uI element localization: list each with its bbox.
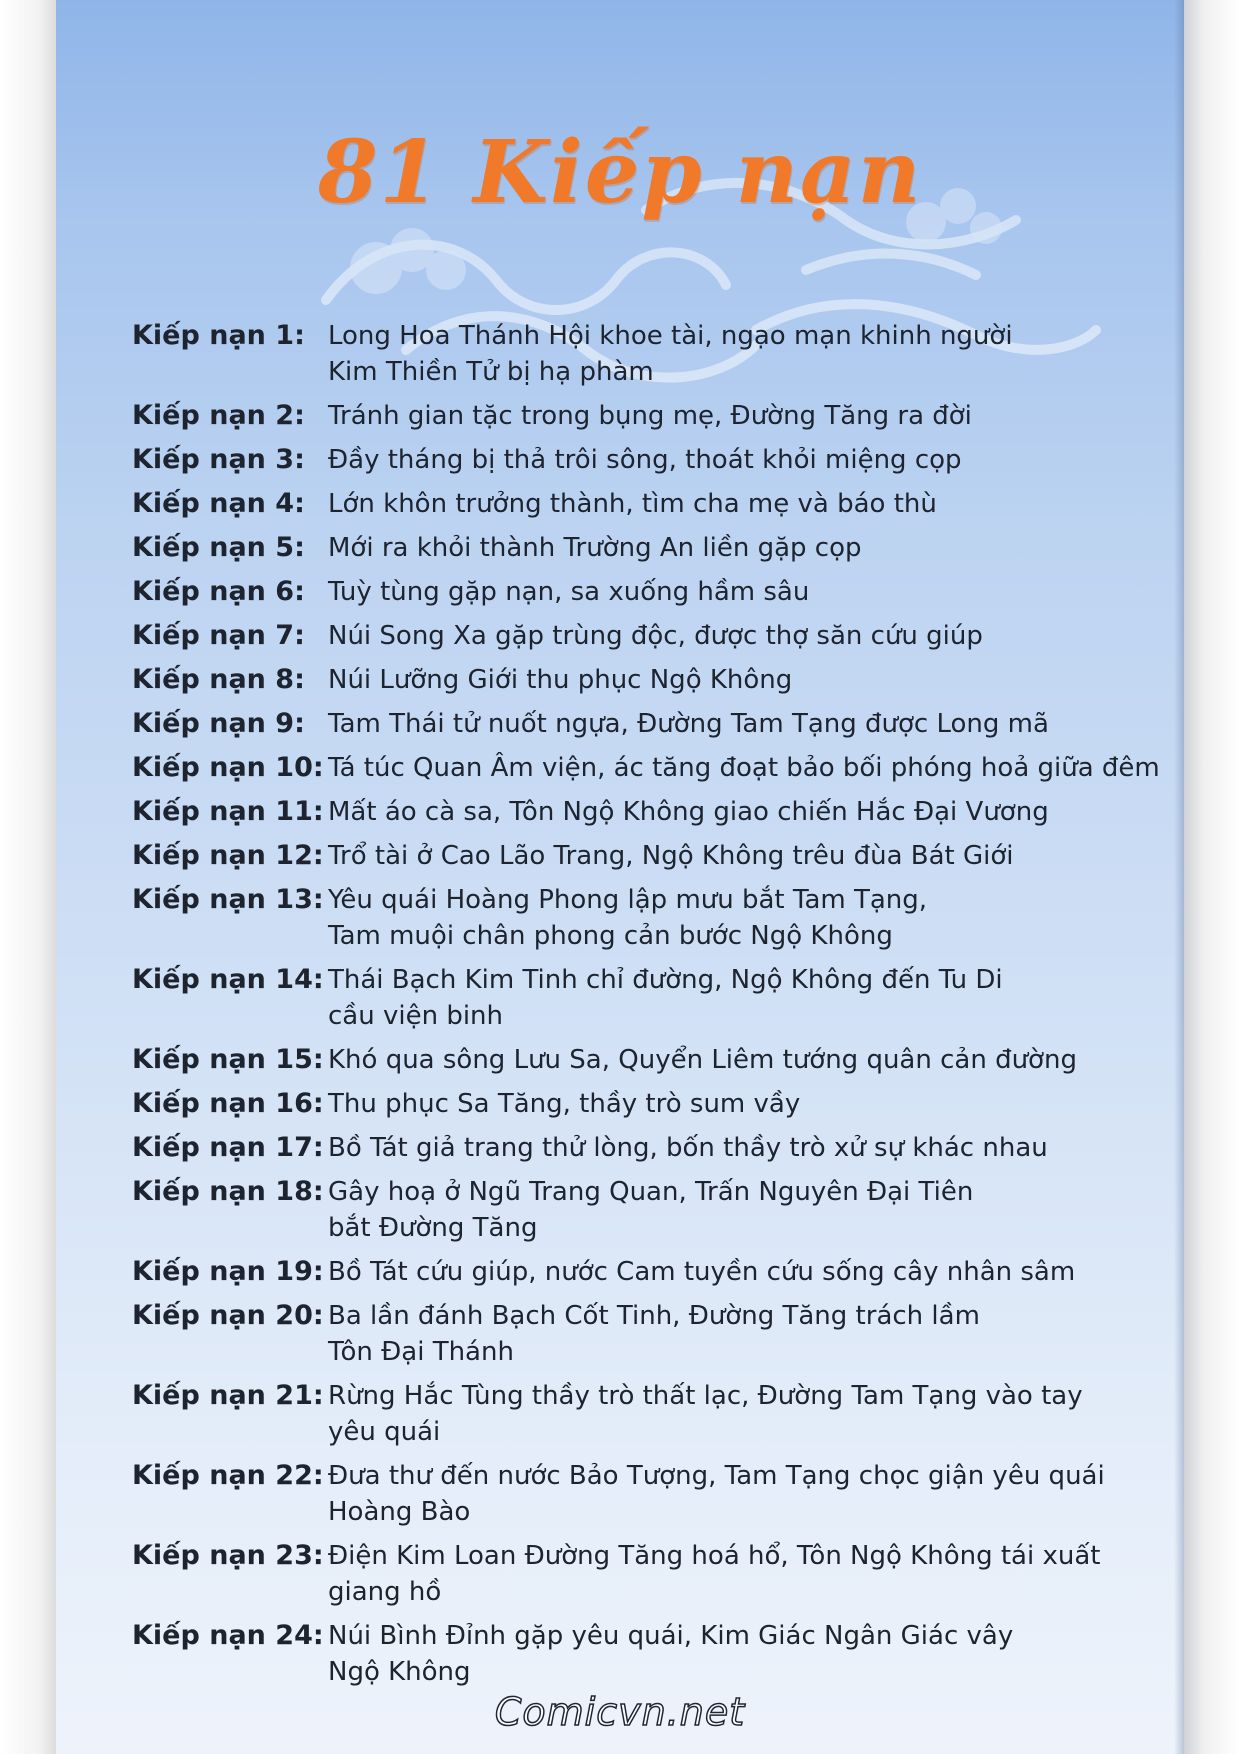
calamity-description-line: Núi Lưỡng Giới thu phục Ngộ Không — [328, 665, 793, 695]
calamity-number-label: Kiếp nạn 21: — [132, 1380, 324, 1411]
calamity-number-label: Kiếp nạn 1: — [132, 320, 305, 351]
calamity-description-line: Long Hoa Thánh Hội khoe tài, ngạo mạn khinh người — [328, 321, 1013, 351]
site-watermark: Comicvn.net — [494, 1690, 746, 1734]
calamity-description — [328, 398, 1152, 434]
calamity-number-label: Kiếp nạn 17: — [132, 1132, 324, 1163]
calamity-entry — [132, 662, 1152, 698]
calamity-number-label: Kiếp nạn 3: — [132, 444, 305, 475]
calamity-description-line: Thái Bạch Kim Tinh chỉ đường, Ngộ Không đến Tu Di — [328, 965, 1003, 995]
calamity-number-label: Kiếp nạn 22: — [132, 1460, 324, 1491]
calamity-number-label: Kiếp nạn 19: — [132, 1256, 324, 1287]
scan-margin-right — [1180, 0, 1240, 1754]
calamity-description-line: Thu phục Sa Tăng, thầy trò sum vầy — [328, 1089, 801, 1119]
calamity-entry — [132, 618, 1152, 654]
calamity-description — [328, 750, 1160, 786]
calamity-number-label: Kiếp nạn 11: — [132, 796, 324, 827]
calamity-description-line: Tam Thái tử nuốt ngựa, Đường Tam Tạng được Long mã — [328, 709, 1049, 739]
calamity-number-label: Kiếp nạn 15: — [132, 1044, 324, 1075]
calamity-list — [132, 318, 1160, 1698]
calamity-entry — [132, 1538, 1152, 1610]
calamity-entry — [132, 1042, 1152, 1078]
calamity-description-line: Tuỳ tùng gặp nạn, sa xuống hầm sâu — [328, 577, 810, 607]
calamity-description — [328, 618, 1152, 654]
page-edge-shadow — [1174, 0, 1184, 1754]
calamity-description-line: Bồ Tát giả trang thử lòng, bốn thầy trò xử sự khác nhau — [328, 1133, 1048, 1163]
calamity-description — [328, 318, 1152, 390]
calamity-description — [328, 574, 1152, 610]
calamity-description — [328, 794, 1152, 830]
page-title: 81 Kiếp nạn — [317, 122, 923, 223]
calamity-description-line: Tránh gian tặc trong bụng mẹ, Đường Tăng ra đời — [328, 401, 972, 431]
calamity-description-line: Khó qua sông Lưu Sa, Quyển Liêm tướng quân cản đường — [328, 1045, 1077, 1075]
calamity-description — [328, 1298, 1152, 1370]
calamity-entry — [132, 1618, 1152, 1690]
calamity-entry — [132, 706, 1152, 742]
calamity-description — [328, 1254, 1152, 1290]
calamity-description — [328, 962, 1152, 1034]
calamity-number-label: Kiếp nạn 20: — [132, 1300, 324, 1331]
calamity-description-line: Núi Song Xa gặp trùng độc, được thợ săn cứu giúp — [328, 621, 983, 651]
calamity-description — [328, 706, 1152, 742]
calamity-description — [328, 1086, 1152, 1122]
calamity-entry — [132, 1086, 1152, 1122]
calamity-entry — [132, 1298, 1152, 1370]
calamity-description-line: bắt Đường Tăng — [328, 1213, 538, 1243]
calamity-number-label: Kiếp nạn 23: — [132, 1540, 324, 1571]
calamity-description-line: Trổ tài ở Cao Lão Trang, Ngộ Không trêu đùa Bát Giới — [328, 841, 1014, 871]
calamity-description-line: Tôn Đại Thánh — [328, 1337, 514, 1367]
calamity-description — [328, 1458, 1152, 1530]
calamity-description-line: Đưa thư đến nước Bảo Tượng, Tam Tạng chọc giận yêu quái — [328, 1461, 1105, 1491]
calamity-entry — [132, 794, 1152, 830]
calamity-description-line: Ba lần đánh Bạch Cốt Tinh, Đường Tăng trách lầm — [328, 1301, 980, 1331]
calamity-description-line: Yêu quái Hoàng Phong lập mưu bắt Tam Tạng, — [328, 885, 928, 915]
calamity-entry — [132, 882, 1152, 954]
calamity-description-line: Tá túc Quan Âm viện, ác tăng đoạt bảo bối phóng hoả giữa đêm — [328, 753, 1160, 783]
calamity-entry — [132, 318, 1152, 390]
calamity-description — [328, 662, 1152, 698]
calamity-description-line: Điện Kim Loan Đường Tăng hoá hổ, Tôn Ngộ Không tái xuất — [328, 1541, 1101, 1571]
calamity-description — [328, 838, 1152, 874]
calamity-entry — [132, 1254, 1152, 1290]
calamity-description-line: Kim Thiền Tử bị hạ phàm — [328, 357, 654, 387]
calamity-entry — [132, 574, 1152, 610]
calamity-number-label: Kiếp nạn 5: — [132, 532, 305, 563]
calamity-description — [328, 1174, 1152, 1246]
calamity-description — [328, 1538, 1152, 1610]
calamity-description — [328, 486, 1152, 522]
calamity-number-label: Kiếp nạn 8: — [132, 664, 305, 695]
calamity-entry — [132, 530, 1152, 566]
calamity-entry — [132, 486, 1152, 522]
calamity-entry — [132, 1378, 1152, 1450]
calamity-entry — [132, 1174, 1152, 1246]
calamity-description-line: cầu viện binh — [328, 1001, 504, 1031]
calamity-entry — [132, 838, 1152, 874]
calamity-description-line: Núi Bình Đỉnh gặp yêu quái, Kim Giác Ngân Giác vây — [328, 1621, 1014, 1651]
scan-margin-left — [0, 0, 56, 1754]
calamity-number-label: Kiếp nạn 24: — [132, 1620, 324, 1651]
calamity-description-line: Tam muội chân phong cản bước Ngộ Không — [328, 921, 893, 951]
calamity-description — [328, 1618, 1152, 1690]
calamity-number-label: Kiếp nạn 13: — [132, 884, 324, 915]
calamity-number-label: Kiếp nạn 18: — [132, 1176, 324, 1207]
calamity-number-label: Kiếp nạn 16: — [132, 1088, 324, 1119]
calamity-description-line: giang hồ — [328, 1577, 442, 1607]
calamity-description — [328, 442, 1152, 478]
calamity-description-line: yêu quái — [328, 1417, 441, 1447]
calamity-entry — [132, 1130, 1152, 1166]
calamity-entry — [132, 398, 1152, 434]
calamity-number-label: Kiếp nạn 4: — [132, 488, 305, 519]
calamity-number-label: Kiếp nạn 10: — [132, 752, 324, 783]
calamity-entry — [132, 442, 1152, 478]
calamity-description-line: Gây hoạ ở Ngũ Trang Quan, Trấn Nguyên Đại Tiên — [328, 1177, 974, 1207]
calamity-number-label: Kiếp nạn 9: — [132, 708, 305, 739]
calamity-entry — [132, 750, 1160, 786]
calamity-entry — [132, 1458, 1152, 1530]
calamity-description-line: Mất áo cà sa, Tôn Ngộ Không giao chiến Hắc Đại Vương — [328, 797, 1049, 827]
calamity-number-label: Kiếp nạn 12: — [132, 840, 324, 871]
calamity-number-label: Kiếp nạn 2: — [132, 400, 305, 431]
calamity-description-line: Rừng Hắc Tùng thầy trò thất lạc, Đường Tam Tạng vào tay — [328, 1381, 1083, 1411]
calamity-entry — [132, 962, 1152, 1034]
calamity-description-line: Mới ra khỏi thành Trường An liền gặp cọp — [328, 533, 862, 563]
calamity-description-line: Đầy tháng bị thả trôi sông, thoát khỏi miệng cọp — [328, 445, 962, 475]
book-page — [56, 0, 1184, 1754]
calamity-description — [328, 530, 1152, 566]
calamity-description-line: Bồ Tát cứu giúp, nước Cam tuyền cứu sống cây nhân sâm — [328, 1257, 1076, 1287]
calamity-description — [328, 1042, 1152, 1078]
calamity-description — [328, 1378, 1152, 1450]
calamity-description — [328, 1130, 1152, 1166]
calamity-description — [328, 882, 1152, 954]
calamity-description-line: Lớn khôn trưởng thành, tìm cha mẹ và báo thù — [328, 489, 937, 519]
calamity-description-line: Hoàng Bào — [328, 1497, 471, 1527]
calamity-number-label: Kiếp nạn 7: — [132, 620, 305, 651]
calamity-description-line: Ngộ Không — [328, 1657, 471, 1687]
calamity-number-label: Kiếp nạn 6: — [132, 576, 305, 607]
calamity-number-label: Kiếp nạn 14: — [132, 964, 324, 995]
